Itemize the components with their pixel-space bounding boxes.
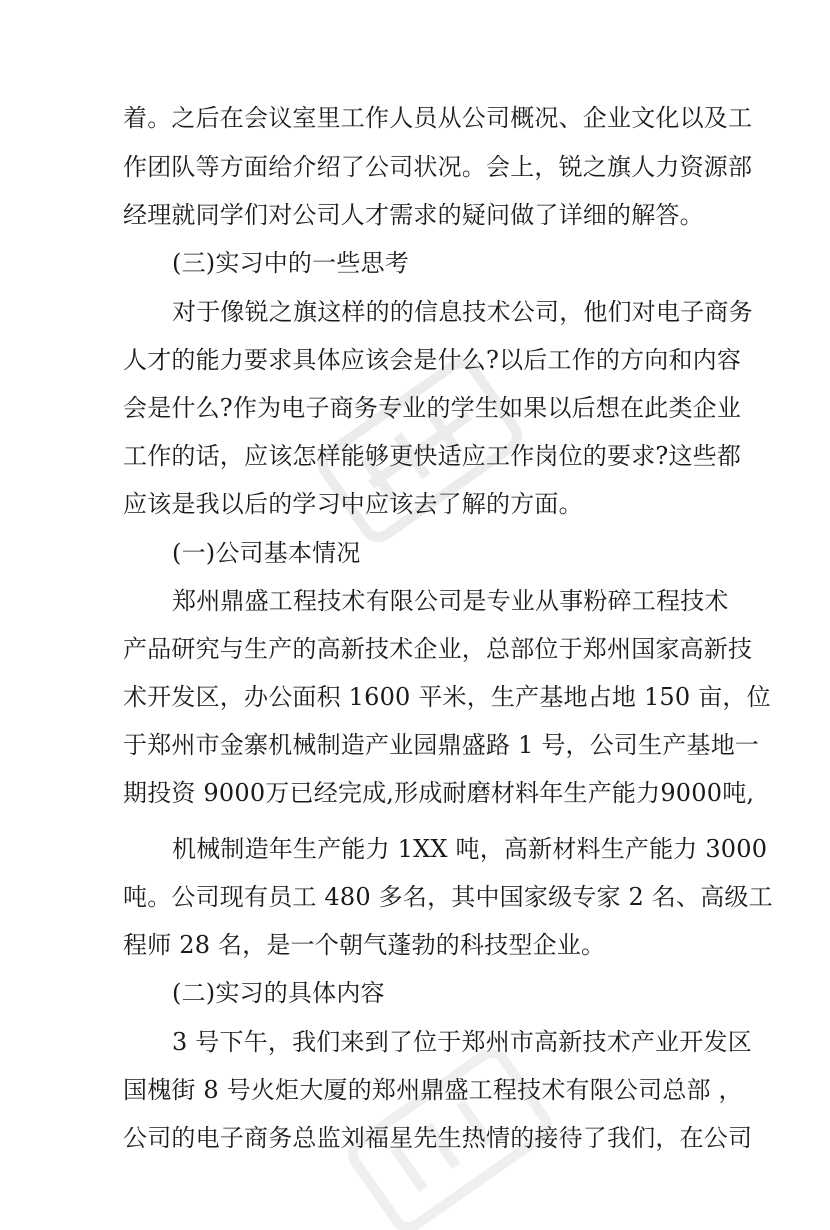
paragraph-line: 机械制造年生产能力 1XX 吨，高新材料生产能力 3000: [172, 835, 768, 863]
paragraph-line: 术开发区，办公面积 1600 平米，生产基地占地 150 亩，位: [123, 683, 771, 711]
paragraph-line: 3 号下午，我们来到了位于郑州市高新技术产业开发区: [172, 1028, 752, 1056]
paragraph-line: 公司的电子商务总监刘福星先生热情的接待了我们，在公司: [123, 1124, 753, 1152]
paragraph-line: 会是什么?作为电子商务专业的学生如果以后想在此类企业: [123, 394, 742, 422]
paragraph-line: 产品研究与生产的高新技术企业，总部位于郑州国家高新技: [123, 635, 753, 663]
paragraph-line: 工作的话，应该怎样能够更快适应工作岗位的要求?这些都: [123, 442, 742, 470]
paragraph-line: 吨。公司现有员工 480 多名，其中国家级专家 2 名、高级工: [123, 883, 773, 911]
paragraph-line: 程师 28 名，是一个朝气蓬勃的科技型企业。: [123, 931, 606, 959]
paragraph-line: 着。之后在会议室里工作人员从公司概况、企业文化以及工: [123, 104, 753, 132]
paragraph-line: 作团队等方面给介绍了公司状况。会上，锐之旗人力资源部: [123, 153, 753, 181]
paragraph-line: 对于像锐之旗这样的的信息技术公司，他们对电子商务: [172, 298, 753, 326]
paragraph-line: 人才的能力要求具体应该会是什么?以后工作的方向和内容: [123, 346, 742, 374]
paragraph-line: 于郑州市金寨机械制造产业园鼎盛路 1 号，公司生产基地一: [123, 731, 760, 759]
paragraph-line: 期投资 9000万已经完成,形成耐磨材料年生产能力9000吨,: [123, 779, 755, 807]
paragraph-line: 应该是我以后的学习中应该去了解的方面。: [123, 490, 583, 518]
paragraph-line: 经理就同学们对公司人才需求的疑问做了详细的解答。: [123, 201, 704, 229]
paragraph-line: 国槐街 8 号火炬大厦的郑州鼎盛工程技术有限公司总部 ，: [123, 1076, 743, 1104]
section-heading: (一)公司基本情况: [172, 539, 361, 567]
paragraph-line: 郑州鼎盛工程技术有限公司是专业从事粉碎工程技术: [172, 587, 729, 615]
section-heading: (二)实习的具体内容: [172, 979, 385, 1007]
section-heading: (三)实习中的一些思考: [172, 249, 409, 277]
